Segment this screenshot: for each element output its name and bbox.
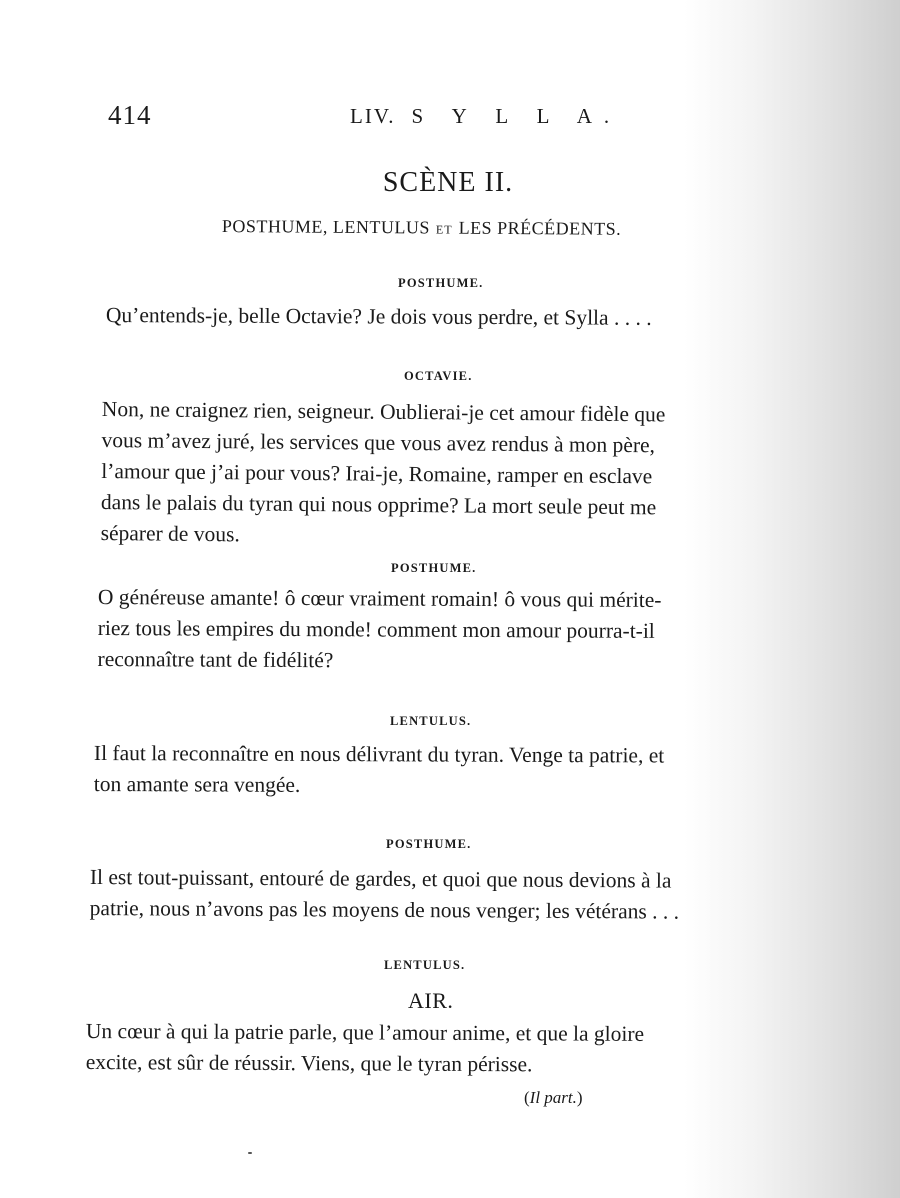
speech-block	[106, 300, 756, 334]
speech-line: vous m’avez juré, les services que vous avez rendus à mon père,	[101, 427, 656, 458]
speaker-label: LENTULUS.	[390, 714, 472, 728]
ink-speck	[248, 1152, 252, 1154]
speech-block	[90, 862, 780, 928]
scene-characters	[222, 216, 621, 240]
speech-line: patrie, nous n’avons pas les moyens de nous venger; les vétérans . . .	[89, 895, 680, 924]
speech-line: séparer de vous.	[100, 520, 240, 547]
characters-et: ET	[435, 222, 453, 237]
speech-block	[94, 738, 784, 803]
speech-line: ton amante sera vengée.	[93, 771, 301, 797]
speaker-label: LENTULUS.	[384, 958, 466, 972]
speaker-label: POSTHUME.	[398, 276, 484, 290]
characters-main: POSTHUME, LENTULUS	[221, 216, 431, 238]
speaker-label: POSTHUME.	[386, 837, 472, 851]
running-head	[350, 104, 621, 129]
stage-direction	[524, 1088, 583, 1108]
speech-line: l’amour que j’ai pour vous? Irai-je, Romaine, ramper en esclave	[101, 458, 653, 489]
speech-line: riez tous les empires du monde! comment mon amour pourra-t-il	[97, 615, 655, 643]
speaker-label: POSTHUME.	[391, 561, 477, 575]
speech-line: Non, ne craignez rien, seigneur. Oublierai-je cet amour fidèle que	[101, 396, 666, 427]
speech-line: dans le palais du tyran qui nous opprime? La mort seule peut me	[100, 489, 657, 520]
speech-line: Il faut la reconnaître en nous délivrant du tyran. Venge ta patrie, et	[93, 741, 665, 768]
running-head-prefix: LIV.	[350, 104, 396, 128]
speech-line: Un cœur à qui la patrie parle, que l’amour anime, et que la gloire	[85, 1018, 645, 1046]
speech-line: Il est tout-puissant, entouré de gardes, et quoi que nous devions à la	[89, 864, 672, 893]
speech-line: reconnaître tant de fidélité?	[97, 646, 334, 673]
speech-block	[101, 394, 788, 556]
running-head-title: S Y L L A.	[411, 104, 622, 128]
stage-direction-text: Il part.	[529, 1088, 577, 1107]
stage-direction-close: )	[576, 1088, 583, 1107]
scene-title-text: SCÈNE II.	[382, 167, 514, 198]
stage-direction-open: (	[524, 1088, 530, 1107]
page-number: 414	[108, 100, 152, 130]
air-heading: AIR.	[408, 988, 454, 1013]
characters-rest: LES PRÉCÉDENTS.	[458, 217, 622, 239]
speech-line: Qu’entends-je, belle Octavie? Je dois vous perdre, et Sylla . . . .	[105, 302, 652, 330]
speech-line: O généreuse amante! ô cœur vraiment romain! ô vous qui mérite-	[97, 584, 662, 612]
scene-title	[0, 167, 900, 199]
speaker-label: OCTAVIE.	[404, 369, 473, 383]
speech-block	[86, 1016, 778, 1082]
speech-block	[98, 582, 786, 679]
speech-line: excite, est sûr de réussir. Viens, que le tyran périsse.	[85, 1049, 533, 1077]
